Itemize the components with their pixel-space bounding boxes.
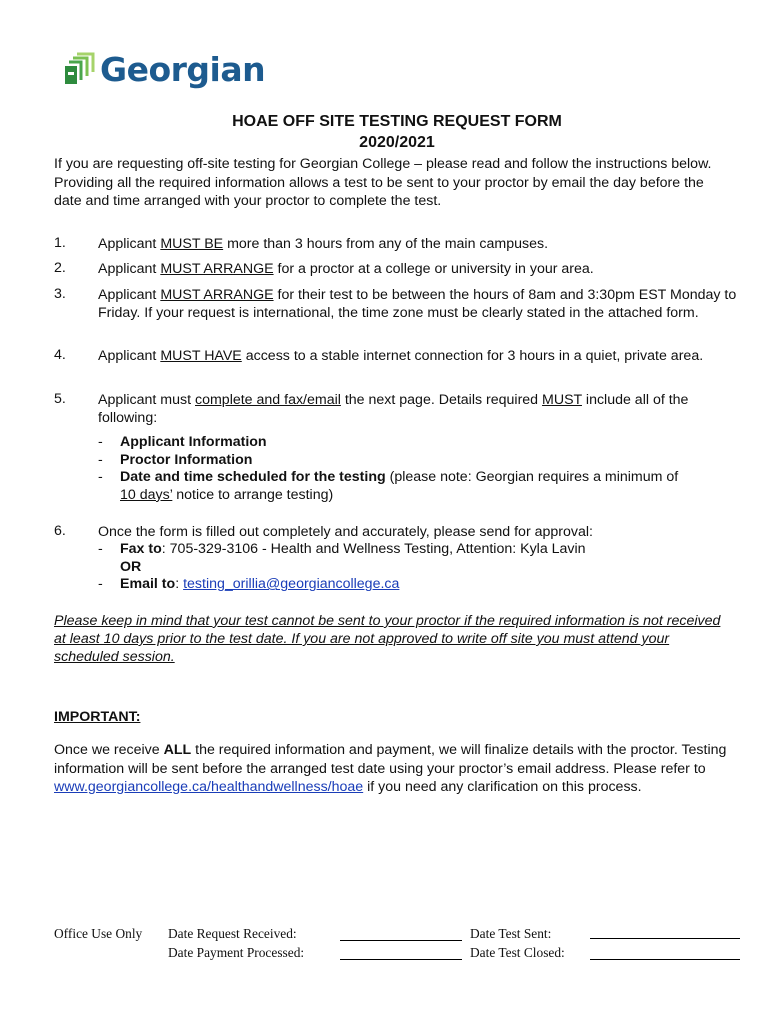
detail-applicant: Applicant Information — [120, 434, 267, 450]
send-list: - Fax to: 705-329-3106 - Health and Wellness Testing, Attention: Kyla Lavin OR - Email to: testing_orillia@georgiancollege.ca — [98, 541, 586, 593]
date-test-sent-field[interactable] — [590, 922, 740, 939]
georgian-logo — [62, 50, 265, 89]
date-payment-processed-field[interactable] — [340, 943, 462, 960]
item-number: 6. — [54, 523, 66, 539]
date-test-sent-label: Date Test Sent: — [470, 926, 552, 941]
details-list: - Applicant Information - Proctor Information - Date and time scheduled for the testing (please note: Georgian requires a minimum of 10 days’ notice to arrange testing) — [98, 434, 679, 503]
list-item: Applicant MUST BE more than 3 hours from any of the main campuses. — [98, 236, 549, 252]
form-year: 2020/2021 — [359, 134, 435, 151]
date-test-closed-field[interactable] — [590, 943, 740, 960]
date-payment-processed-label: Date Payment Processed: — [168, 945, 305, 960]
list-item: Applicant MUST HAVE access to a stable internet connection for 3 hours in a quiet, private area. — [98, 348, 704, 364]
georgian-leaf-icon — [62, 52, 96, 88]
list-item: Applicant must complete and fax/email the next page. Details required MUST include all of the following: — [98, 392, 689, 426]
date-test-closed-label: Date Test Closed: — [470, 945, 565, 960]
important-heading: IMPORTANT: — [54, 709, 141, 725]
fax-number: : 705-329-3106 - Health and Wellness Testing, Attention: Kyla Lavin — [161, 541, 586, 557]
hoae-link[interactable]: www.georgiancollege.ca/healthandwellness/hoae — [54, 779, 364, 795]
brand-name: Georgian — [100, 50, 266, 89]
list-item: Applicant MUST ARRANGE for their test to be between the hours of 8am and 3:30pm EST Monday to Friday. If your request is international, the time zone must be clearly stated in the attached form. — [98, 287, 737, 321]
item-number: 1. — [54, 235, 66, 251]
detail-days: 10 days’ — [120, 486, 173, 503]
list-item: Once the form is filled out completely and accurately, please send for approval: — [98, 524, 593, 540]
item-number: 2. — [54, 260, 66, 276]
notice-paragraph: Please keep in mind that your test cannot be sent to your proctor if the required information is not received at least 10 days prior to the test date. If you are not approved to write off site you must attend your scheduled session. — [54, 613, 721, 665]
form-title: HOAE OFF SITE TESTING REQUEST FORM — [232, 113, 562, 130]
detail-datetime: Date and time scheduled for the testing — [120, 469, 386, 486]
date-request-received-label: Date Request Received: — [168, 926, 297, 941]
list-item: Applicant MUST ARRANGE for a proctor at a college or university in your area. — [98, 261, 594, 277]
item-number: 4. — [54, 347, 66, 363]
date-request-received-field[interactable] — [340, 924, 462, 941]
email-link[interactable]: testing_orillia@georgiancollege.ca — [183, 576, 400, 593]
office-use-label: Office Use Only — [54, 926, 143, 941]
important-paragraph: Once we receive ALL the required information and payment, we will finalize details with the proctor. Testing information will be sent before the arranged test date using your proctor’s email address. Please refer to www.georgiancollege.ca/healthandwellness/hoae if you need any clarification on this process. — [54, 742, 727, 795]
item-number: 3. — [54, 286, 66, 302]
detail-proctor: Proctor Information — [120, 451, 253, 468]
intro-paragraph: If you are requesting off-site testing for Georgian College – please read and follow the instructions below. Providing all the required information allows a test to be sent to your proctor by email the day before the date and time arranged with your proctor to complete the test. — [54, 156, 712, 209]
item-number: 5. — [54, 391, 66, 407]
